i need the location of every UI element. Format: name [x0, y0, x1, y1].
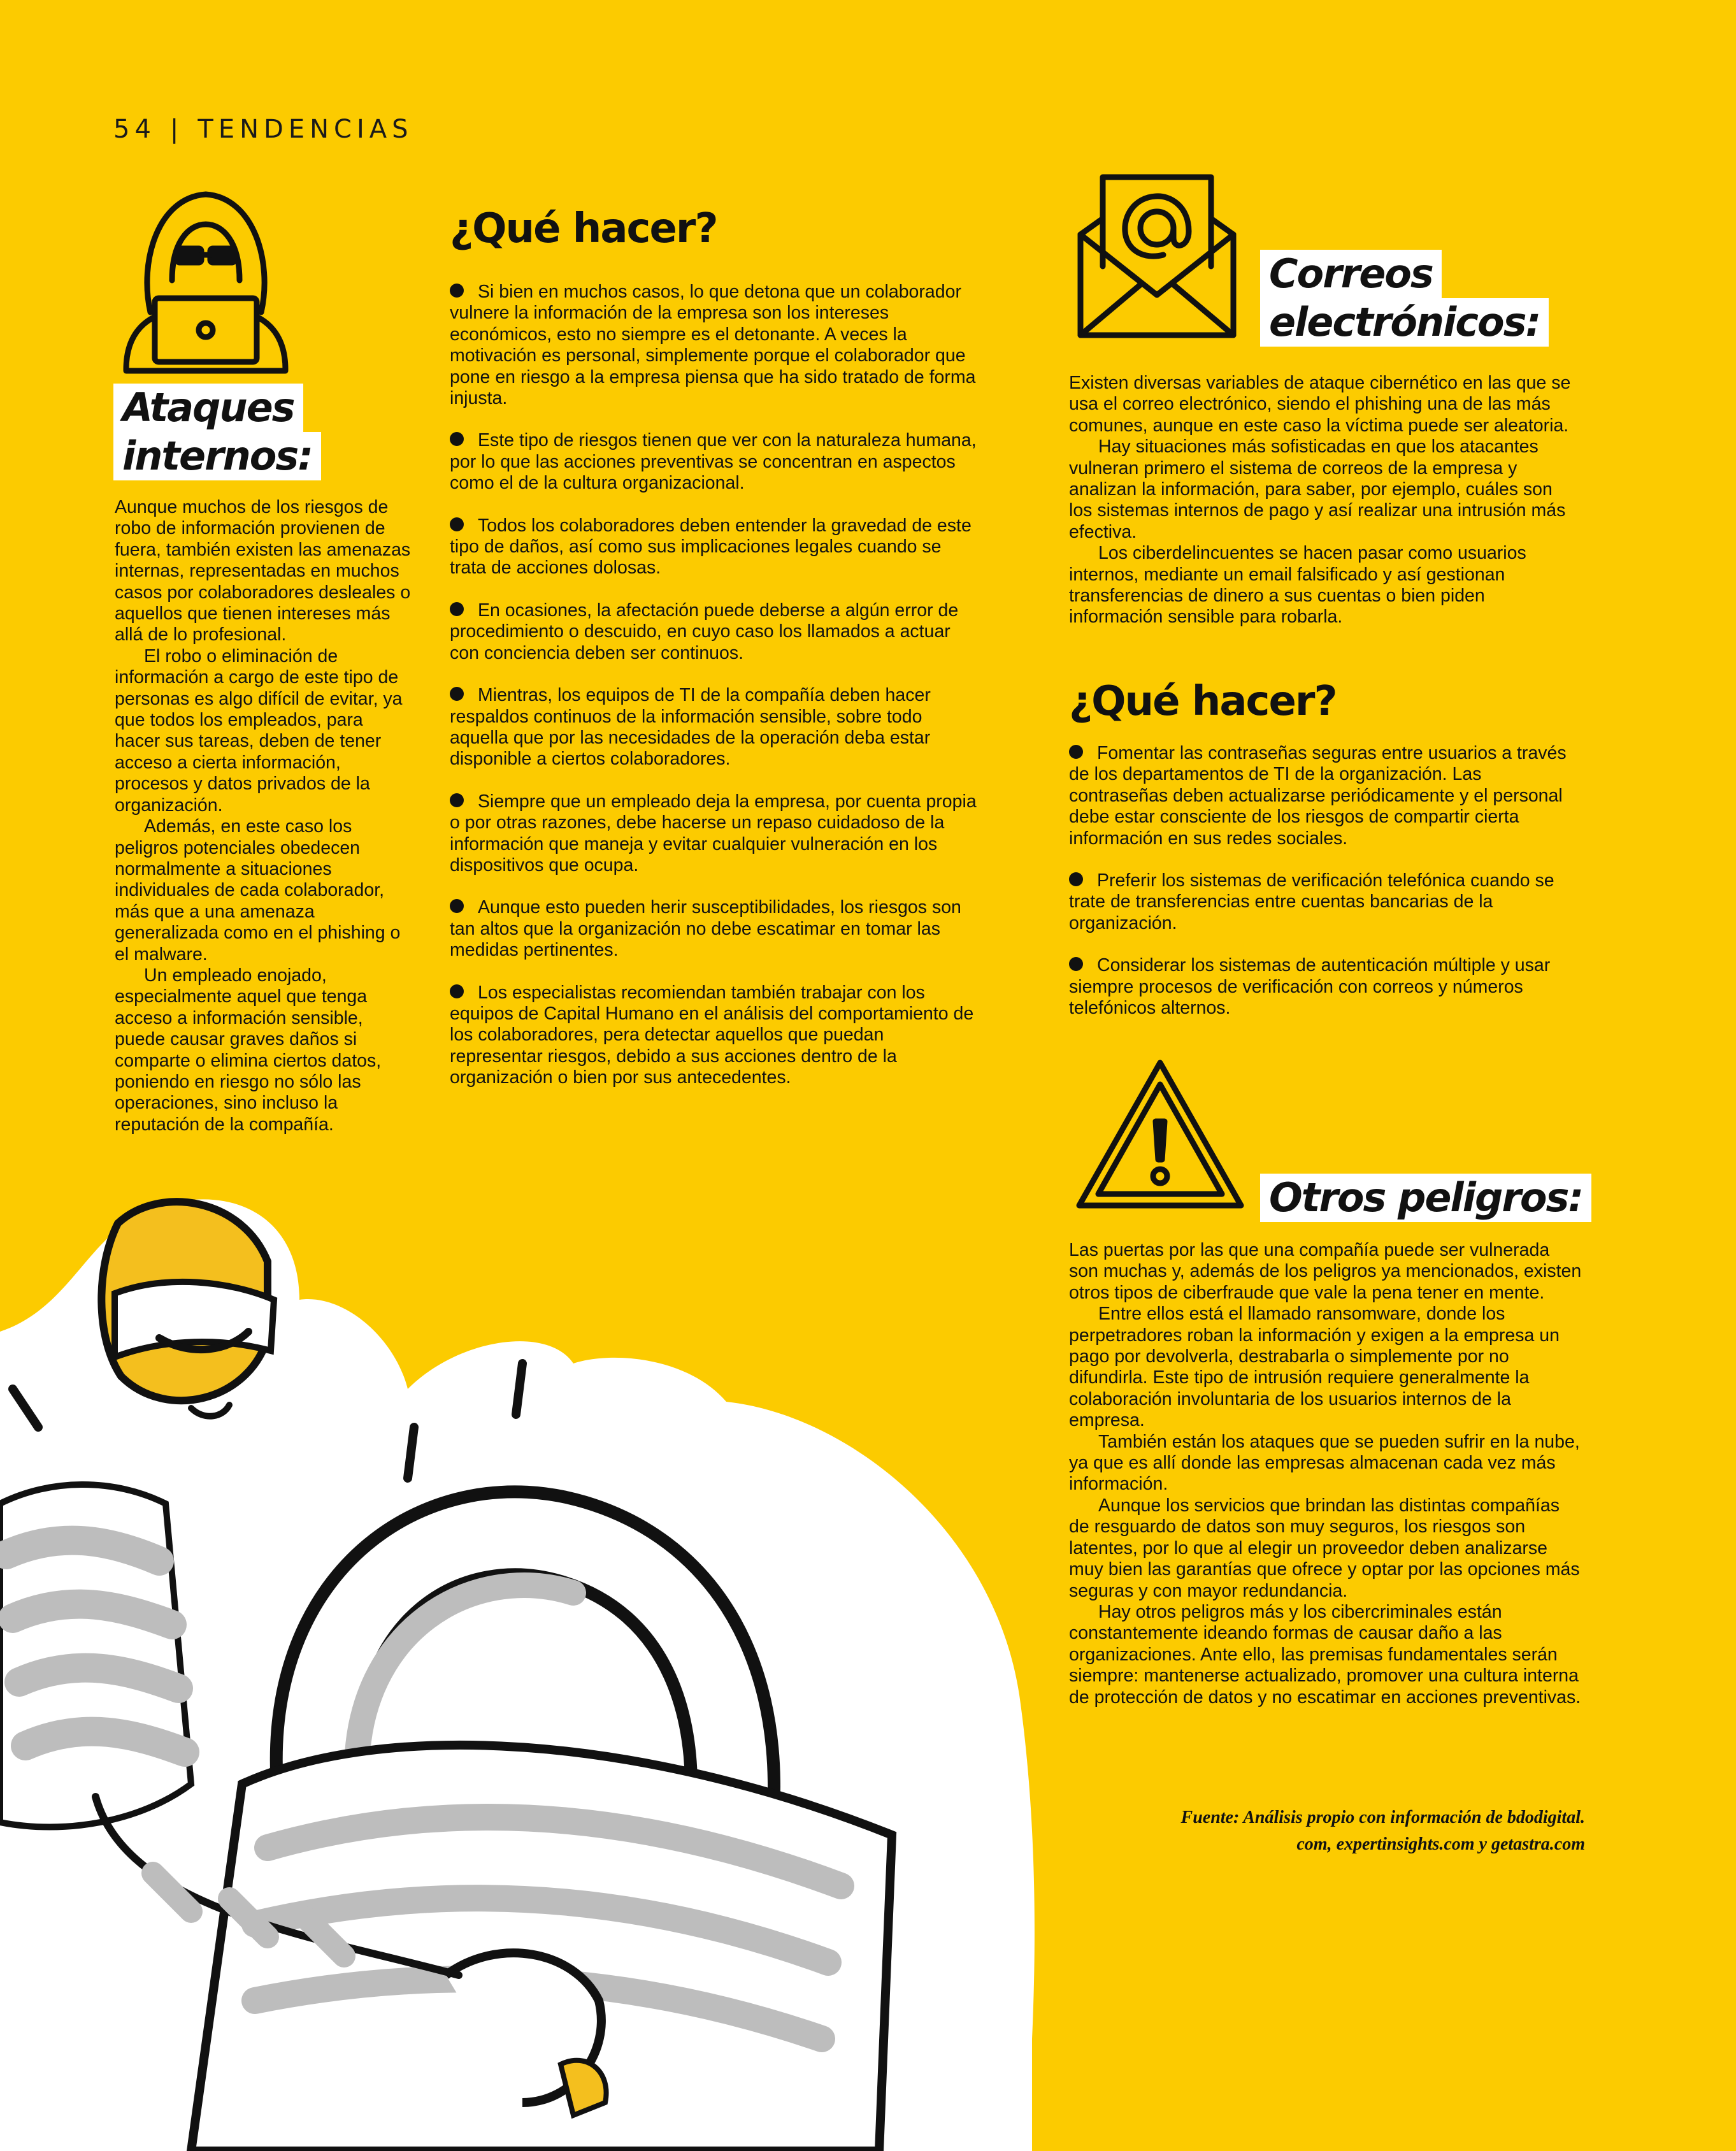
heading-correos-electronicos: [1260, 250, 1549, 347]
section-name: TENDENCIAS: [197, 115, 413, 144]
bullet-text: En ocasiones, la afectación puede deberse a algún error de procedimiento o descuido, en cuyo caso los llamados a actuar con conciencia deben ser continuos.: [450, 600, 959, 663]
heading-line: Ataques: [113, 384, 303, 432]
source-line: Fuente: Análisis propio con información de bdodigital.: [1180, 1808, 1585, 1827]
bullet-item: [450, 282, 981, 409]
bullet-dot: [1069, 957, 1083, 971]
heading-line: Otros peligros:: [1260, 1174, 1591, 1222]
heading-otros-peligros: [1260, 1174, 1591, 1222]
running-head-divider: |: [169, 115, 184, 144]
heading-line: Correos: [1260, 250, 1442, 298]
bullet-text: Si bien en muchos casos, lo que detona que un colaborador vulnere la información de la empresa son los intereses económicos, esto no siempre es el detonante. A veces la motivación es personal, simplemente porque el colaborador que pone en riesgo a la empresa piensa que ha sido tratado de forma injusta.: [450, 282, 976, 409]
paragraph: El robo o eliminación de información a cargo de este tipo de personas es algo difícil de evitar, ya que todos los empleados, para hacer sus tareas, deben de tener acceso a cierta información, procesos y datos privados de la organización.: [115, 645, 403, 816]
paragraph: También están los ataques que se pueden sufrir en la nube, ya que es allí donde las empresas almacenan cada vez más información.: [1069, 1431, 1580, 1495]
right-column-bullets: [1069, 743, 1585, 1040]
bullet-item: [450, 982, 981, 1089]
heading-ataques-internos: [113, 384, 321, 480]
paragraph: Aunque muchos de los riesgos de robo de información provienen de fuera, también existen las amenazas internas, representadas en muchos casos por colaboradores desleales o aquellos que tienen intereses más allá de lo profesional.: [115, 497, 411, 645]
email-section-text: [1069, 373, 1579, 628]
bullet-item: [450, 897, 981, 961]
paragraph: Existen diversas variables de ataque cibernético en las que se usa el correo electrónico, siendo el phishing una de las más comunes, aunque en este caso la víctima puede ser aleatoria.: [1069, 373, 1571, 436]
otros-section-text: [1069, 1240, 1584, 1708]
warning-triangle-icon: [1074, 1058, 1246, 1214]
bullet-dot: [450, 517, 464, 531]
bullet-dot: [450, 602, 464, 616]
bullet-text: Preferir los sistemas de verificación telefónica cuando se trate de transferencias entre cuentas bancarias de la organización.: [1069, 870, 1554, 933]
hacker-icon: [113, 185, 298, 382]
bullet-item: [1069, 743, 1585, 849]
bullet-item: [450, 791, 981, 877]
bullet-dot: [450, 432, 464, 446]
middle-column-bullets: [450, 282, 981, 1110]
paragraph: Además, en este caso los peligros potenciales obedecen normalmente a situaciones individuales de cada colaborador, más que a una amenaza generalizada como en el phishing o el malware.: [115, 816, 401, 965]
bullet-dot: [1069, 872, 1083, 886]
email-envelope-icon: [1074, 171, 1240, 343]
bullet-text: Este tipo de riesgos tienen que ver con la naturaleza humana, por lo que las acciones preventivas se concentran en aspectos como el de la cultura organizacional.: [450, 430, 977, 494]
left-column-text: [115, 497, 413, 1135]
paragraph: Hay otros peligros más y los cibercriminales están constantemente ideando formas de causar daño a las organizaciones. Ante ello, las premisas fundamentales serán siempre: mantenerse actualizado, promover una cultura interna de protección de datos y no escatimar en acciones preventivas.: [1069, 1601, 1581, 1708]
bullet-dot: [450, 284, 464, 298]
bullet-dot: [450, 984, 464, 998]
bullet-text: Fomentar las contraseñas seguras entre usuarios a través de los departamentos de TI de la organización. Las contraseñas deben actualizarse periódicamente y el personal debe estar consciente de los riesgos de compartir cierta información en sus redes sociales.: [1069, 743, 1567, 849]
paragraph: Un empleado enojado, especialmente aquel que tenga acceso a información sensible, puede causar graves daños si comparte o elimina ciertos datos, poniendo en riesgo no sólo las operaciones, sino incluso la reputación de la compañía.: [115, 965, 382, 1135]
paragraph: Las puertas por las que una compañía puede ser vulnerada son muchas y, además de los peligros ya mencionados, existen otros tipos de ciberfraude que vale la pena tener en mente.: [1069, 1240, 1582, 1303]
bullet-item: [450, 515, 981, 579]
bullet-text: Siempre que un empleado deja la empresa, por cuenta propia o por otras razones, debe hacerse un repaso cuidadoso de la información que maneja y evitar cualquier vulneración en los dispositivos que ocupa.: [450, 791, 977, 875]
bullet-text: Aunque esto pueden herir susceptibilidades, los riesgos son tan altos que la organización no debe escatimar en tomar las medidas pertinentes.: [450, 897, 961, 961]
source-note: [1096, 1804, 1585, 1858]
bullet-text: Considerar los sistemas de autenticación múltiple y usar siempre procesos de verificación con correos y números telefónicos alternos.: [1069, 955, 1551, 1019]
heading-line: internos:: [113, 432, 321, 480]
page-number: 54: [113, 115, 156, 144]
heading-que-hacer-right: ¿Qué hacer?: [1069, 678, 1337, 725]
bullet-item: [450, 600, 981, 664]
paragraph: Aunque los servicios que brindan las distintas compañías de resguardo de datos son muy seguros, los riesgos son latentes, por lo que al elegir un proveedor deben analizarse muy bien las garantías que ofrece y optar por las opciones más seguras y con mayor redundancia.: [1069, 1495, 1580, 1601]
paragraph: Los ciberdelincuentes se hacen pasar como usuarios internos, mediante un email falsificado y así gestionan transferencias de dinero a sus cuentas o bien piden información sensible para robarla.: [1069, 543, 1526, 628]
source-line: com, expertinsights.com y getastra.com: [1296, 1834, 1585, 1854]
bullet-text: Todos los colaboradores deben entender la gravedad de este tipo de daños, así como sus implicaciones legales cuando se trata de acciones dolosas.: [450, 515, 972, 579]
bullet-item: [450, 685, 981, 770]
bullet-dot: [1069, 745, 1083, 759]
heading-line: electrónicos:: [1260, 298, 1549, 347]
bullet-dot: [450, 687, 464, 701]
thief-padlock-illustration: [0, 1147, 1045, 2151]
running-head: [113, 115, 413, 144]
paragraph: Entre ellos está el llamado ransomware, donde los perpetradores roban la información y exigen a la empresa un pago por devolverla, destrabarla o simplemente por no difundirla. Este tipo de intrusión requiere generalmente la colaboración involuntaria de los usuarios internos de la empresa.: [1069, 1304, 1560, 1431]
bullet-item: [450, 430, 981, 494]
paragraph: Hay situaciones más sofisticadas en que los atacantes vulneran primero el sistema de correos de la empresa y analizan la información, para saber, por ejemplo, cuáles son los sistemas internos de pago y así realizar una intrusión más efectiva.: [1069, 436, 1566, 542]
bullet-dot: [450, 899, 464, 913]
bullet-text: Mientras, los equipos de TI de la compañía deben hacer respaldos continuos de la información sensible, sobre todo aquella que por las necesidades de la operación deba estar disponible a ciertos colaboradores.: [450, 685, 931, 770]
bullet-item: [1069, 955, 1585, 1019]
bullet-item: [1069, 870, 1585, 934]
bullet-dot: [450, 793, 464, 807]
bullet-text: Los especialistas recomiendan también trabajar con los equipos de Capital Humano en el análisis del comportamiento de los colaboradores, pera detectar aquellos que puedan representar riesgos, debido a sus acciones dentro de la organización o bien por sus antecedentes.: [450, 982, 974, 1088]
heading-que-hacer: ¿Qué hacer?: [450, 205, 717, 252]
